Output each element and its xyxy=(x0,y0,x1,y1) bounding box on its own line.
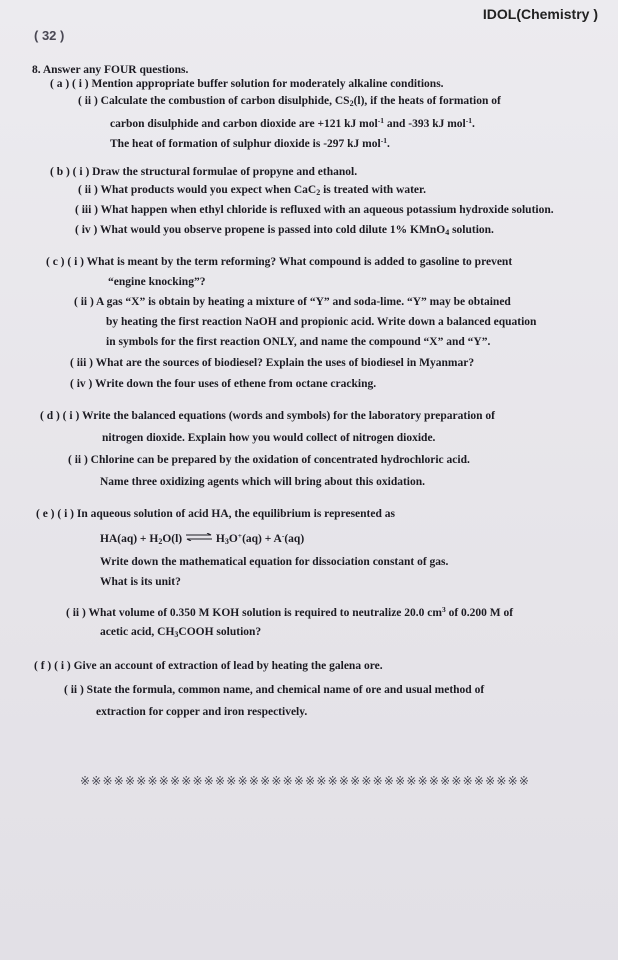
q8-e-equilibrium: $HA(aq) + H_2O(l) H_3O^+(aq) + A^-(aq)$ xyxy=(100,531,305,546)
page-number: ( 32 ) xyxy=(34,28,65,43)
q8-b-iii: ( iii ) What happen when ethyl chloride is refluxed with an aqueous potassium hydroxide solution. xyxy=(75,204,554,216)
q8-b-ii: ( ii ) What products would you expect when CaC$_2$ is treated with water. xyxy=(78,184,426,197)
q8-f-ii-line1: ( ii ) State the formula, common name, and chemical name of ore and usual method of xyxy=(64,684,485,696)
end-of-paper-stars: ※※※※※※※※※※※※※※※※※※※※※※※※※※※※※※※※※※※※※※※※ xyxy=(80,774,531,788)
q8-c-ii-line2: by heating the first reaction NaOH and propionic acid. Write down a balanced equation xyxy=(106,316,537,328)
q8-e-i-line3: Write down the mathematical equation for dissociation constant of gas. xyxy=(100,556,449,568)
q8-c-ii-line3: in symbols for the first reaction ONLY, and name the compound “X” and “Y”. xyxy=(106,336,491,348)
q8-d-i-line2: nitrogen dioxide. Explain how you would collect of nitrogen dioxide. xyxy=(102,432,436,444)
q8-c-ii-line1: ( ii ) A gas “X” is obtain by heating a mixture of “Y” and soda-lime. “Y” may be obtained xyxy=(74,296,511,308)
q8-a-ii-line3: The heat of formation of sulphur dioxide is -297 kJ mol$^{-1}$. xyxy=(110,136,390,150)
q8-f-ii-line2: extraction for copper and iron respectively. xyxy=(96,706,308,718)
q8-c-i-line1: ( c ) ( i ) What is meant by the term reforming? What compound is added to gasoline to prevent xyxy=(46,256,513,268)
q8-a-i: ( a ) ( i ) Mention appropriate buffer solution for moderately alkaline conditions. xyxy=(50,78,444,90)
q8-a-ii-line1: ( ii ) Calculate the combustion of carbon disulphide, $CS_2(l)$, if the heats of formation of xyxy=(78,95,501,108)
q8-e-i-line4: What is its unit? xyxy=(100,576,181,588)
q8-e-ii-line2: acetic acid, $CH_3COOH$ solution? xyxy=(100,626,262,639)
q8-c-iv: ( iv ) Write down the four uses of ethene from octane cracking. xyxy=(70,378,377,390)
equilibrium-arrow-icon xyxy=(185,530,213,538)
q8-e-ii-line1: ( ii ) What volume of 0.350 M KOH solution is required to neutralize 20.0 $cm^3$ of 0.200 M of xyxy=(66,605,514,619)
q8-a-ii-line2: carbon disulphide and carbon dioxide are +121 kJ mol$^{-1}$ and -393 kJ mol$^{-1}$. xyxy=(110,116,475,130)
q8-f-i: ( f ) ( i ) Give an account of extraction of lead by heating the galena ore. xyxy=(34,660,383,672)
q8-d-i-line1: ( d ) ( i ) Write the balanced equations (words and symbols) for the laboratory preparation of xyxy=(40,410,495,422)
q8-d-ii-line2: Name three oxidizing agents which will bring about this oxidation. xyxy=(100,476,426,488)
q8-intro: 8. Answer any FOUR questions. xyxy=(32,64,189,76)
document-title: IDOL(Chemistry ) xyxy=(482,6,598,22)
q8-d-ii-line1: ( ii ) Chlorine can be prepared by the oxidation of concentrated hydrochloric acid. xyxy=(68,454,470,466)
q8-b-iv: ( iv ) What would you observe propene is passed into cold dilute 1% KMnO$_4$ solution. xyxy=(75,224,494,237)
q8-e-i-line1: ( e ) ( i ) In aqueous solution of acid HA, the equilibrium is represented as xyxy=(36,508,395,520)
q8-b-i: ( b ) ( i ) Draw the structural formulae of propyne and ethanol. xyxy=(50,166,358,178)
q8-c-iii: ( iii ) What are the sources of biodiesel? Explain the uses of biodiesel in Myanmar? xyxy=(70,357,475,369)
q8-c-i-line2: “engine knocking”? xyxy=(108,276,206,288)
